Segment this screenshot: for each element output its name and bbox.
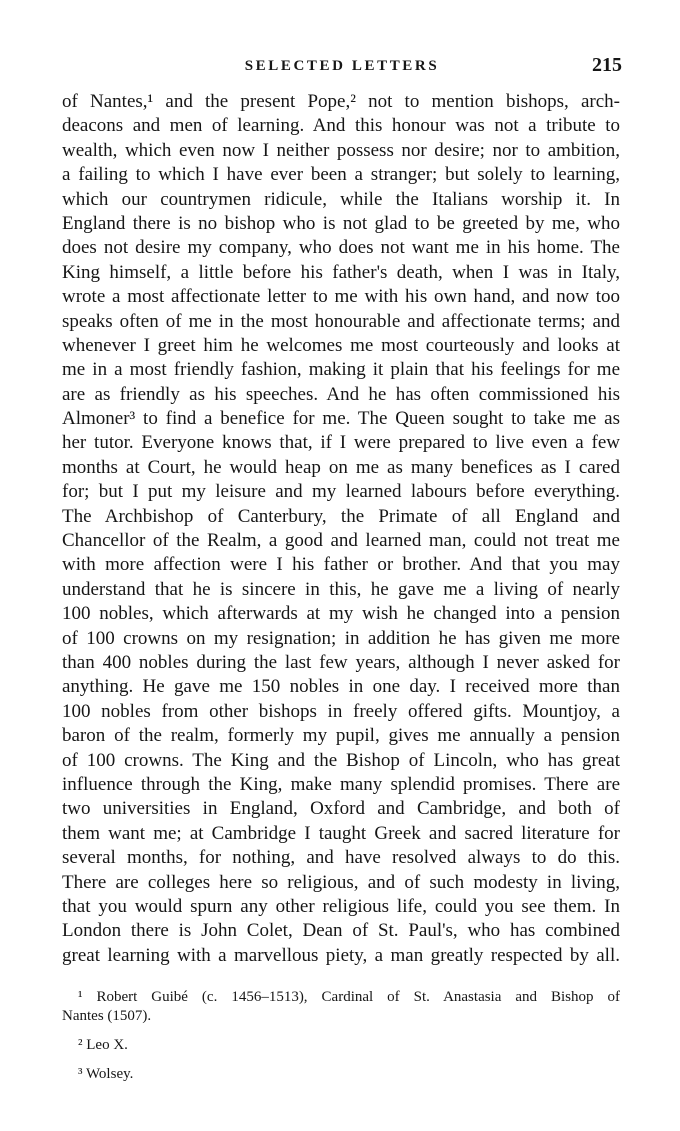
text-line: Almoner³ to find a benefice for me. The Queen sought to take me as <box>62 408 620 430</box>
text-line: England there is no bishop who is not glad to be greeted by me, who <box>62 212 620 234</box>
text-line: does not desire my company, who does not want me in his home. The <box>62 237 620 259</box>
text-line: a failing to which I have ever been a stranger; but solely to learning, <box>62 164 620 186</box>
footnote-1-line-2: Nantes (1507). <box>62 1008 152 1024</box>
text-line: are as friendly as his speeches. And he has often commissioned his <box>62 383 620 405</box>
text-line: deacons and men of learning. And this honour was not a tribute to <box>62 115 620 137</box>
text-line: influence through the King, make many splendid promises. There are <box>62 773 620 795</box>
footnotes <box>62 988 620 1084</box>
text-line: wealth, which even now I neither possess nor desire; nor to ambition, <box>62 139 620 161</box>
footnote-2: ² Leo X. <box>78 1037 128 1053</box>
footnote-1-line-1: ¹ Robert Guibé (c. 1456–1513), Cardinal of St. Anastasia and Bishop of <box>78 989 620 1005</box>
running-head: SELECTED LETTERS <box>244 58 440 74</box>
text-line: anything. He gave me 150 nobles in one day. I received more than <box>62 676 620 698</box>
text-line: of Nantes,¹ and the present Pope,² not to mention bishops, arch- <box>62 91 620 112</box>
text-line: which our countrymen ridicule, while the Italians worship it. In <box>62 188 620 210</box>
text-line: months at Court, he would heap on me as many benefices as I cared <box>62 456 620 478</box>
text-line: me in a most friendly fashion, making it plain that his feelings for me <box>62 359 620 381</box>
text-line: 100 nobles from other bishops in freely offered gifts. Mountjoy, a <box>62 700 620 722</box>
body-text <box>62 90 620 968</box>
text-line: understand that he is sincere in this, he gave me a living of nearly <box>62 578 620 600</box>
text-line: King himself, a little before his father's death, when I was in Italy, <box>62 261 620 283</box>
text-line: than 400 nobles during the last few years, although I never asked for <box>62 651 620 673</box>
text-line: baron of the realm, formerly my pupil, gives me annually a pension <box>62 725 620 747</box>
text-line: 100 nobles, which afterwards at my wish he changed into a pension <box>62 603 620 625</box>
page-header <box>62 54 622 82</box>
text-line: for; but I put my leisure and my learned labours before everything. <box>62 481 620 503</box>
text-line: several months, for nothing, and have resolved always to do this. <box>62 847 620 869</box>
footnote-3: ³ Wolsey. <box>78 1066 134 1082</box>
text-line: of 100 crowns. The King and the Bishop of Lincoln, who has great <box>62 749 620 771</box>
text-line: that you would spurn any other religious life, could you see them. In <box>62 895 620 917</box>
text-line: two universities in England, Oxford and Cambridge, and both of <box>62 798 620 820</box>
text-line: Chancellor of the Realm, a good and learned man, could not treat me <box>62 530 620 552</box>
text-line: speaks often of me in the most honourable and affectionate terms; and <box>62 310 620 332</box>
page-number: 215 <box>592 54 622 76</box>
text-line: London there is John Colet, Dean of St. Paul's, who has combined <box>62 920 620 942</box>
text-line: them want me; at Cambridge I taught Greek and sacred literature for <box>62 822 620 844</box>
text-line: of 100 crowns on my resignation; in addition he has given me more <box>62 627 620 649</box>
text-line: her tutor. Everyone knows that, if I were prepared to live even a few <box>62 432 620 454</box>
text-line: whenever I greet him he welcomes me most courteously and looks at <box>62 334 620 356</box>
text-line: wrote a most affectionate letter to me with his own hand, and now too <box>62 286 620 308</box>
text-line: The Archbishop of Canterbury, the Primate of all England and <box>62 505 620 527</box>
text-line: with more affection were I his father or brother. And that you may <box>62 554 620 576</box>
text-line: There are colleges here so religious, and of such modesty in living, <box>62 871 620 893</box>
text-line: great learning with a marvellous piety, a man greatly respected by all. <box>62 944 620 966</box>
